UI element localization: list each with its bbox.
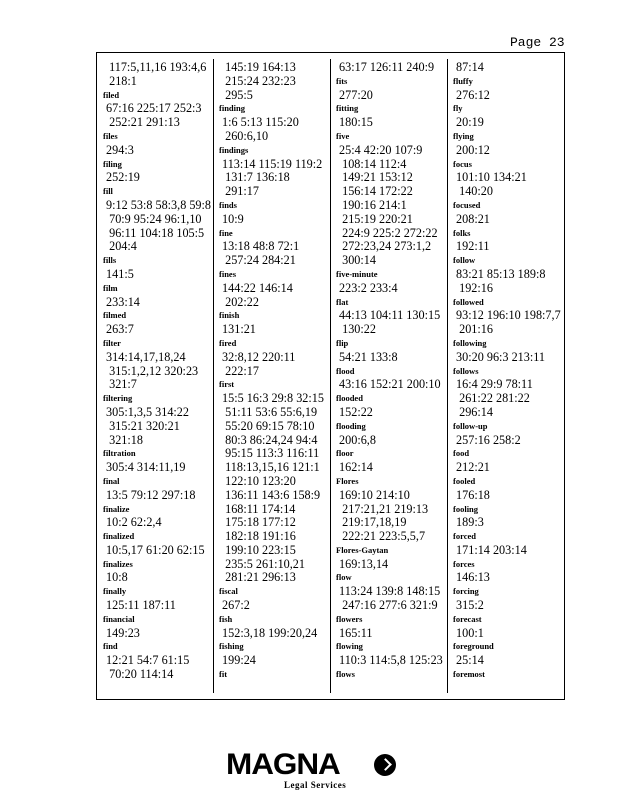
index-reference: 199:10 223:15 [219,542,296,557]
index-reference: 10:8 [103,570,128,585]
index-term: food [453,448,470,459]
index-term: flowing [336,641,363,652]
index-reference: 215:24 232:23 [219,73,296,88]
magna-logo [226,748,396,794]
index-term: following [453,337,487,348]
index-term: forces [453,558,475,569]
logo-subtitle: Legal Services [284,780,347,790]
index-term: finalizes [103,558,133,569]
index-reference: 315:21 320:21 [103,418,180,433]
index-reference: 108:14 112:4 [336,156,407,171]
index-term: flying [453,130,474,141]
index-reference: 55:20 69:15 78:10 [219,418,315,433]
index-reference: 169:13,14 [336,556,389,571]
index-term: flat [336,296,349,307]
index-reference: 93:12 196:10 198:7,7 [453,308,561,323]
word-index-box [96,52,565,700]
index-column-2 [219,61,331,699]
index-term: five [336,130,350,141]
index-term: finds [219,199,237,210]
index-column-1 [103,61,215,699]
index-term: fiscal [219,586,238,597]
index-reference: 20:19 [453,115,484,130]
index-reference: 294:3 [103,142,134,157]
index-reference: 100:1 [453,625,484,640]
page-number: Page 23 [510,35,565,50]
index-term: financial [103,613,135,624]
index-term: folks [453,227,471,238]
index-term: flooded [336,393,363,404]
index-reference: 190:16 214:1 [336,197,407,212]
index-reference: 202:22 [219,294,259,309]
index-reference: 30:20 96:3 213:11 [453,349,545,364]
index-term: fill [103,186,113,197]
index-term: findings [219,144,249,155]
index-term: follows [453,365,479,376]
index-reference: 171:14 203:14 [453,542,527,557]
index-reference: 130:22 [336,322,376,337]
index-reference: 267:2 [219,598,250,613]
index-reference: 201:16 [453,322,493,337]
index-reference: 146:13 [453,570,490,585]
index-reference: 67:16 225:17 252:3 [103,101,202,116]
index-term: flooding [336,420,366,431]
arrow-circle-icon [374,754,396,776]
index-term: flow [336,572,352,583]
index-reference: 54:21 133:8 [336,349,398,364]
index-reference: 217:21,21 219:13 [336,501,429,516]
index-reference: 315:2 [453,598,484,613]
index-column-3 [336,61,448,699]
index-reference: 10:5,17 61:20 62:15 [103,542,205,557]
index-term: Flores [336,475,359,486]
index-reference: 152:22 [336,404,373,419]
index-term: fooled [453,475,476,486]
index-term: fluffy [453,75,473,86]
index-reference: 10:9 [219,211,244,226]
index-reference: 321:18 [103,432,143,447]
index-term: fills [103,255,117,266]
index-reference: 218:1 [103,73,137,88]
index-reference: 168:11 174:14 [219,501,296,516]
index-reference: 51:11 53:6 55:6,19 [219,404,318,419]
index-reference: 182:18 191:16 [219,529,296,544]
index-reference: 305:1,3,5 314:22 [103,404,189,419]
index-reference: 43:16 152:21 200:10 [336,377,441,392]
index-reference: 222:17 [219,363,259,378]
index-term: flood [336,365,355,376]
index-term: floor [336,448,354,459]
index-reference: 13:5 79:12 297:18 [103,487,196,502]
index-term: flowers [336,613,363,624]
index-reference: 32:8,12 220:11 [219,349,296,364]
index-reference: 149:23 [103,625,140,640]
index-term: follow [453,255,476,266]
index-reference: 13:18 48:8 72:1 [219,239,300,254]
index-reference: 296:14 [453,404,493,419]
index-reference: 315:1,2,12 320:23 [103,363,199,378]
index-reference: 131:21 [219,322,256,337]
column-divider [213,59,214,693]
index-reference: 219:17,18,19 [336,515,407,530]
index-reference: 113:14 115:19 119:2 [219,156,323,171]
index-term: fired [219,337,237,348]
index-term: fines [219,268,236,279]
index-reference: 189:3 [453,515,484,530]
index-reference: 12:21 54:7 61:15 [103,653,190,668]
index-reference: 252:21 291:13 [103,115,180,130]
index-term: fish [219,613,233,624]
index-term: finding [219,103,245,114]
index-reference: 252:19 [103,170,140,185]
index-reference: 95:15 113:3 116:11 [219,446,320,461]
index-reference: 200:6,8 [336,432,376,447]
index-reference: 224:9 225:2 272:22 [336,225,438,240]
index-term: forced [453,531,476,542]
column-divider [330,59,331,693]
index-term: foreground [453,641,494,652]
index-term: first [219,379,235,390]
index-reference: 125:11 187:11 [103,598,176,613]
index-reference: 113:24 139:8 148:15 [336,584,441,599]
index-reference: 63:17 126:11 240:9 [336,61,435,74]
index-reference: 176:18 [453,487,490,502]
index-term: final [103,475,120,486]
index-term: filmed [103,310,127,321]
index-column-4 [453,61,565,699]
index-reference: 87:14 [453,61,484,74]
index-reference: 16:4 29:9 78:11 [453,377,533,392]
index-reference: 291:17 [219,184,259,199]
index-reference: 199:24 [219,653,256,668]
index-reference: 70:20 114:14 [103,667,174,682]
index-term: fitting [336,103,359,114]
index-reference: 25:14 [453,653,484,668]
index-term: fine [219,227,233,238]
index-reference: 223:2 233:4 [336,280,398,295]
index-reference: 276:12 [453,87,490,102]
index-reference: 272:23,24 273:1,2 [336,239,432,254]
logo-wordmark: MAGNA [226,748,340,781]
index-term: film [103,282,118,293]
index-term: filing [103,158,122,169]
index-reference: 257:16 258:2 [453,432,521,447]
index-reference: 141:5 [103,266,134,281]
index-reference: 80:3 86:24,24 94:4 [219,432,318,447]
index-term: foremost [453,669,485,680]
index-reference: 200:12 [453,142,490,157]
index-term: follow-up [453,420,488,431]
index-reference: 162:14 [336,460,373,475]
index-reference: 110:3 114:5,8 125:23 [336,653,443,668]
index-reference: 169:10 214:10 [336,487,410,502]
index-reference: 192:16 [453,280,493,295]
index-term: forcing [453,586,479,597]
index-reference: 212:21 [453,460,490,475]
index-reference: 222:21 223:5,5,7 [336,529,426,544]
index-reference: 321:7 [103,377,137,392]
index-reference: 233:14 [103,294,140,309]
index-term: filed [103,89,120,100]
index-term: fly [453,103,463,114]
index-reference: 235:5 261:10,21 [219,556,305,571]
index-reference: 10:2 62:2,4 [103,515,162,530]
index-term: finally [103,586,127,597]
index-term: five-minute [336,268,378,279]
index-term: fits [336,75,348,86]
index-reference: 96:11 104:18 105:5 [103,225,205,240]
index-reference: 140:20 [453,184,493,199]
index-term: focus [453,158,472,169]
index-term: filter [103,337,121,348]
index-reference: 180:15 [336,115,373,130]
index-reference: 175:18 177:12 [219,515,296,530]
index-reference: 281:21 296:13 [219,570,296,585]
index-term: finish [219,310,240,321]
index-reference: 314:14,17,18,24 [103,349,186,364]
index-reference: 165:11 [336,625,373,640]
index-term: forecast [453,613,482,624]
index-term: fit [219,669,228,680]
index-term: finalize [103,503,130,514]
index-reference: 44:13 104:11 130:15 [336,308,441,323]
index-term: finalized [103,531,135,542]
index-term: files [103,130,118,141]
index-term: filtering [103,393,133,404]
index-term: filtration [103,448,136,459]
index-reference: 261:22 281:22 [453,391,530,406]
index-reference: 101:10 134:21 [453,170,527,185]
index-reference: 149:21 153:12 [336,170,413,185]
index-reference: 263:7 [103,322,134,337]
index-reference: 277:20 [336,87,373,102]
index-reference: 9:12 53:8 58:3,8 59:8 [103,197,211,212]
index-term: flip [336,337,349,348]
index-term: focused [453,199,481,210]
index-reference: 247:16 277:6 321:9 [336,598,438,613]
index-reference: 204:4 [103,239,137,254]
index-reference: 145:19 164:13 [219,61,296,74]
index-reference: 1:6 5:13 115:20 [219,115,299,130]
index-reference: 295:5 [219,87,253,102]
index-reference: 117:5,11,16 193:4,6 [103,61,207,74]
index-reference: 15:5 16:3 29:8 32:15 [219,391,324,406]
index-term: fooling [453,503,479,514]
index-reference: 156:14 172:22 [336,184,413,199]
index-reference: 208:21 [453,211,490,226]
index-reference: 260:6,10 [219,128,269,143]
index-reference: 118:13,15,16 121:1 [219,460,320,475]
index-reference: 122:10 123:20 [219,473,296,488]
index-reference: 144:22 146:14 [219,280,293,295]
index-reference: 305:4 314:11,19 [103,460,186,475]
index-reference: 136:11 143:6 158:9 [219,487,321,502]
column-divider [447,59,448,693]
index-term: fishing [219,641,244,652]
index-reference: 215:19 220:21 [336,211,413,226]
index-term: find [103,641,118,652]
index-reference: 83:21 85:13 189:8 [453,266,546,281]
index-reference: 70:9 95:24 96:1,10 [103,211,202,226]
index-term: Flores-Gaytan [336,544,389,555]
index-term: flows [336,669,355,680]
index-reference: 192:11 [453,239,490,254]
index-reference: 300:14 [336,253,376,268]
index-reference: 25:4 42:20 107:9 [336,142,423,157]
index-reference: 131:7 136:18 [219,170,290,185]
index-term: followed [453,296,484,307]
index-reference: 257:24 284:21 [219,253,296,268]
index-reference: 152:3,18 199:20,24 [219,625,318,640]
